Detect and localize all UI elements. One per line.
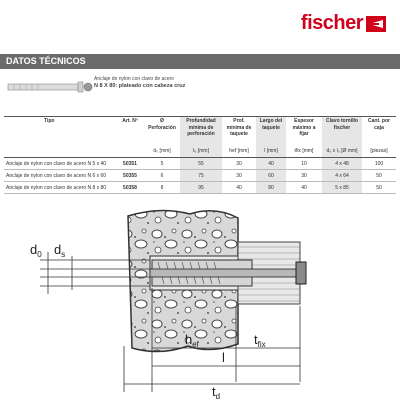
cell-value: 30 bbox=[222, 170, 256, 182]
col-unit: t₀ [mm] bbox=[180, 147, 222, 158]
col-header: Profundidad mínima de perforación bbox=[180, 117, 222, 148]
cell-value: 5 bbox=[144, 158, 180, 170]
cell-value: 95 bbox=[180, 182, 222, 194]
cell-value: 40 bbox=[222, 182, 256, 194]
cell-art: 50351 bbox=[116, 158, 144, 170]
product-line-1: Anclaje de nylon con clavo de acero bbox=[94, 76, 175, 82]
label-ds: $d_s$ bbox=[54, 242, 66, 259]
anchor-product-image bbox=[6, 80, 94, 94]
table-header-row bbox=[4, 117, 396, 148]
cell-value: 8 bbox=[144, 182, 180, 194]
col-header: Largo del taquete bbox=[256, 117, 286, 148]
col-unit bbox=[116, 147, 144, 158]
cell-tipo: Anclaje de nylon con clavo de acero N 5 x 40 bbox=[4, 158, 116, 170]
label-d0: $d_0$ bbox=[30, 242, 42, 259]
brand-name: fischer bbox=[300, 12, 363, 34]
col-unit: [piezas] bbox=[362, 147, 396, 158]
cell-value: 40 bbox=[286, 182, 322, 194]
product-info bbox=[6, 76, 306, 106]
col-header: Clavo tornillo fischer bbox=[322, 117, 362, 148]
fischer-logo-icon bbox=[366, 16, 386, 32]
cell-value: 75 bbox=[180, 170, 222, 182]
cell-value: 100 bbox=[362, 158, 396, 170]
product-line-2: N 8 X 80: plateado con cabeza cruz bbox=[94, 83, 186, 89]
cell-value: 4 x 64 bbox=[322, 170, 362, 182]
col-unit bbox=[4, 147, 116, 158]
label-hef: $h_{ef}$ bbox=[185, 332, 199, 349]
spec-table bbox=[4, 116, 396, 194]
col-unit: d₀ [mm] bbox=[144, 147, 180, 158]
cell-value: 5 x 85 bbox=[322, 182, 362, 194]
cell-value: 10 bbox=[286, 158, 322, 170]
table-units-row bbox=[4, 147, 396, 158]
label-l: l bbox=[222, 350, 225, 365]
col-unit: l [mm] bbox=[256, 147, 286, 158]
col-header: Cant. por caja bbox=[362, 117, 396, 148]
cell-value: 6 bbox=[144, 170, 180, 182]
cell-value: 30 bbox=[286, 170, 322, 182]
brand-header bbox=[301, 12, 386, 35]
table-row bbox=[4, 158, 396, 170]
cell-tipo: Anclaje de nylon con clavo de acero N 6 x 60 bbox=[4, 170, 116, 182]
table-row bbox=[4, 170, 396, 182]
table-row bbox=[4, 182, 396, 194]
installation-diagram bbox=[0, 196, 400, 400]
cell-value: 30 bbox=[222, 158, 256, 170]
cell-value: 60 bbox=[256, 170, 286, 182]
cell-art: 50355 bbox=[116, 170, 144, 182]
col-header: Ø Perforación bbox=[144, 117, 180, 148]
cell-art: 50358 bbox=[116, 182, 144, 194]
col-unit: tfix [mm] bbox=[286, 147, 322, 158]
col-header: Art. Nº bbox=[116, 117, 144, 148]
col-unit: hef [mm] bbox=[222, 147, 256, 158]
cell-value: 50 bbox=[362, 170, 396, 182]
label-td: $t_d$ bbox=[212, 384, 221, 400]
col-header: Prof. mínima de taquete bbox=[222, 117, 256, 148]
section-title: DATOS TÉCNICOS bbox=[0, 54, 400, 69]
cell-value: 40 bbox=[256, 158, 286, 170]
col-header: Espesor máximo a fijar bbox=[286, 117, 322, 148]
col-header: Tipo bbox=[4, 117, 116, 148]
cell-tipo: Anclaje de nylon con clavo de acero N 8 x 80 bbox=[4, 182, 116, 194]
col-unit: d₀ x l₀ [Ø mm] bbox=[322, 147, 362, 158]
cell-value: 50 bbox=[362, 182, 396, 194]
nail bbox=[150, 269, 298, 277]
label-tfix: $t_{fix}$ bbox=[254, 332, 266, 349]
cell-value: 80 bbox=[256, 182, 286, 194]
cell-value: 4 x 48 bbox=[322, 158, 362, 170]
cell-value: 55 bbox=[180, 158, 222, 170]
nail-head bbox=[296, 262, 306, 284]
